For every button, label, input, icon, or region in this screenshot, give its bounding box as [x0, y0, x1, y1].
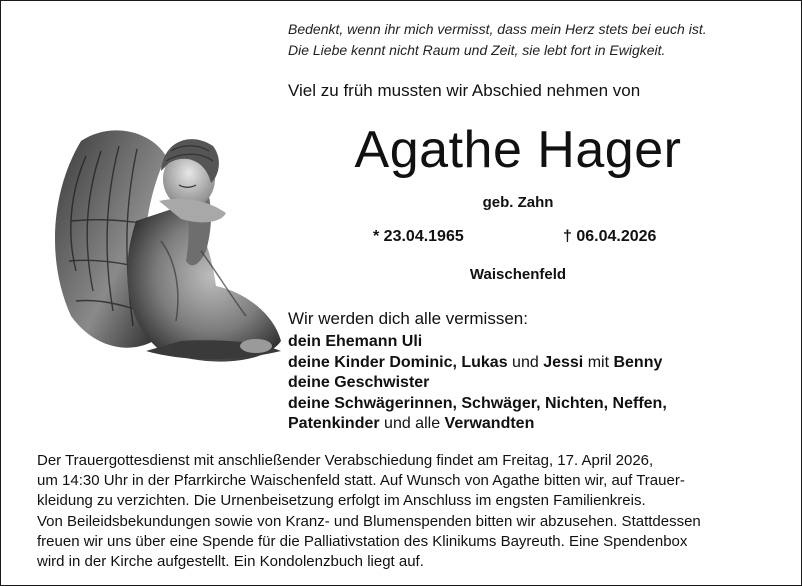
- connector-text: mit: [583, 353, 614, 371]
- farewell-intro: Viel zu früh mussten wir Abschied nehmen von: [288, 81, 641, 100]
- mourner-name: Jessi: [543, 353, 584, 371]
- notice-line: um 14:30 Uhr in der Pfarrkirche Waischenfeld statt. Auf Wunsch von Agathe bitten wir, auf Trauer-: [37, 472, 685, 490]
- poem-line: Bedenkt, wenn ihr mich vermisst, dass mein Herz stets bei euch ist.: [288, 21, 707, 37]
- hometown: Waischenfeld: [469, 266, 567, 283]
- mourner-name: deine Kinder Dominic, Lukas: [288, 353, 508, 371]
- notice-line: freuen wir uns über eine Spende für die Palliativstation des Klinikums Bayreuth. Eine Spendenbox: [37, 532, 688, 550]
- connector-text: und: [507, 353, 544, 371]
- notice-line: wird in der Kirche aufgestellt. Ein Kondolenzbuch liegt auf.: [37, 553, 424, 571]
- poem-line: Die Liebe kennt nicht Raum und Zeit, sie lebt fort in Ewigkeit.: [288, 42, 666, 58]
- death-date: † 06.04.2026: [563, 228, 657, 245]
- mourner-line: dein Ehemann Uli: [288, 333, 423, 350]
- mourner-name: Benny: [613, 353, 663, 371]
- angel-statue-image: [41, 101, 291, 371]
- mourner-line: [288, 414, 667, 435]
- notice-line: Der Trauergottesdienst mit anschließender Verabschiedung findet am Freitag, 17. April 2026,: [37, 452, 654, 469]
- mourners-list: [288, 332, 667, 435]
- deceased-name: Agathe Hager: [354, 121, 682, 179]
- mourner-line: deine Geschwister: [288, 374, 430, 391]
- memorial-poem: [288, 19, 788, 61]
- mourner-line: deine Schwägerinnen, Schwäger, Nichten, Neffen,: [288, 394, 667, 412]
- notice-line: kleidung zu verzichten. Die Urnenbeisetzung erfolgt im Anschluss im engsten Familienkreis.: [37, 492, 646, 510]
- birth-date: * 23.04.1965: [373, 228, 464, 245]
- mourners-intro: Wir werden dich alle vermissen:: [288, 309, 528, 328]
- notice-line: Von Beileidsbekundungen sowie von Kranz- und Blumenspenden bitten wir abzusehen. Stattdessen: [37, 512, 701, 530]
- service-notice: [37, 451, 787, 572]
- maiden-name: geb. Zahn: [482, 194, 554, 211]
- connector-text: und alle: [379, 415, 445, 432]
- mourner-line: [288, 353, 667, 374]
- mourner-name: Verwandten: [444, 415, 535, 432]
- mourner-name: Patenkinder: [288, 415, 380, 432]
